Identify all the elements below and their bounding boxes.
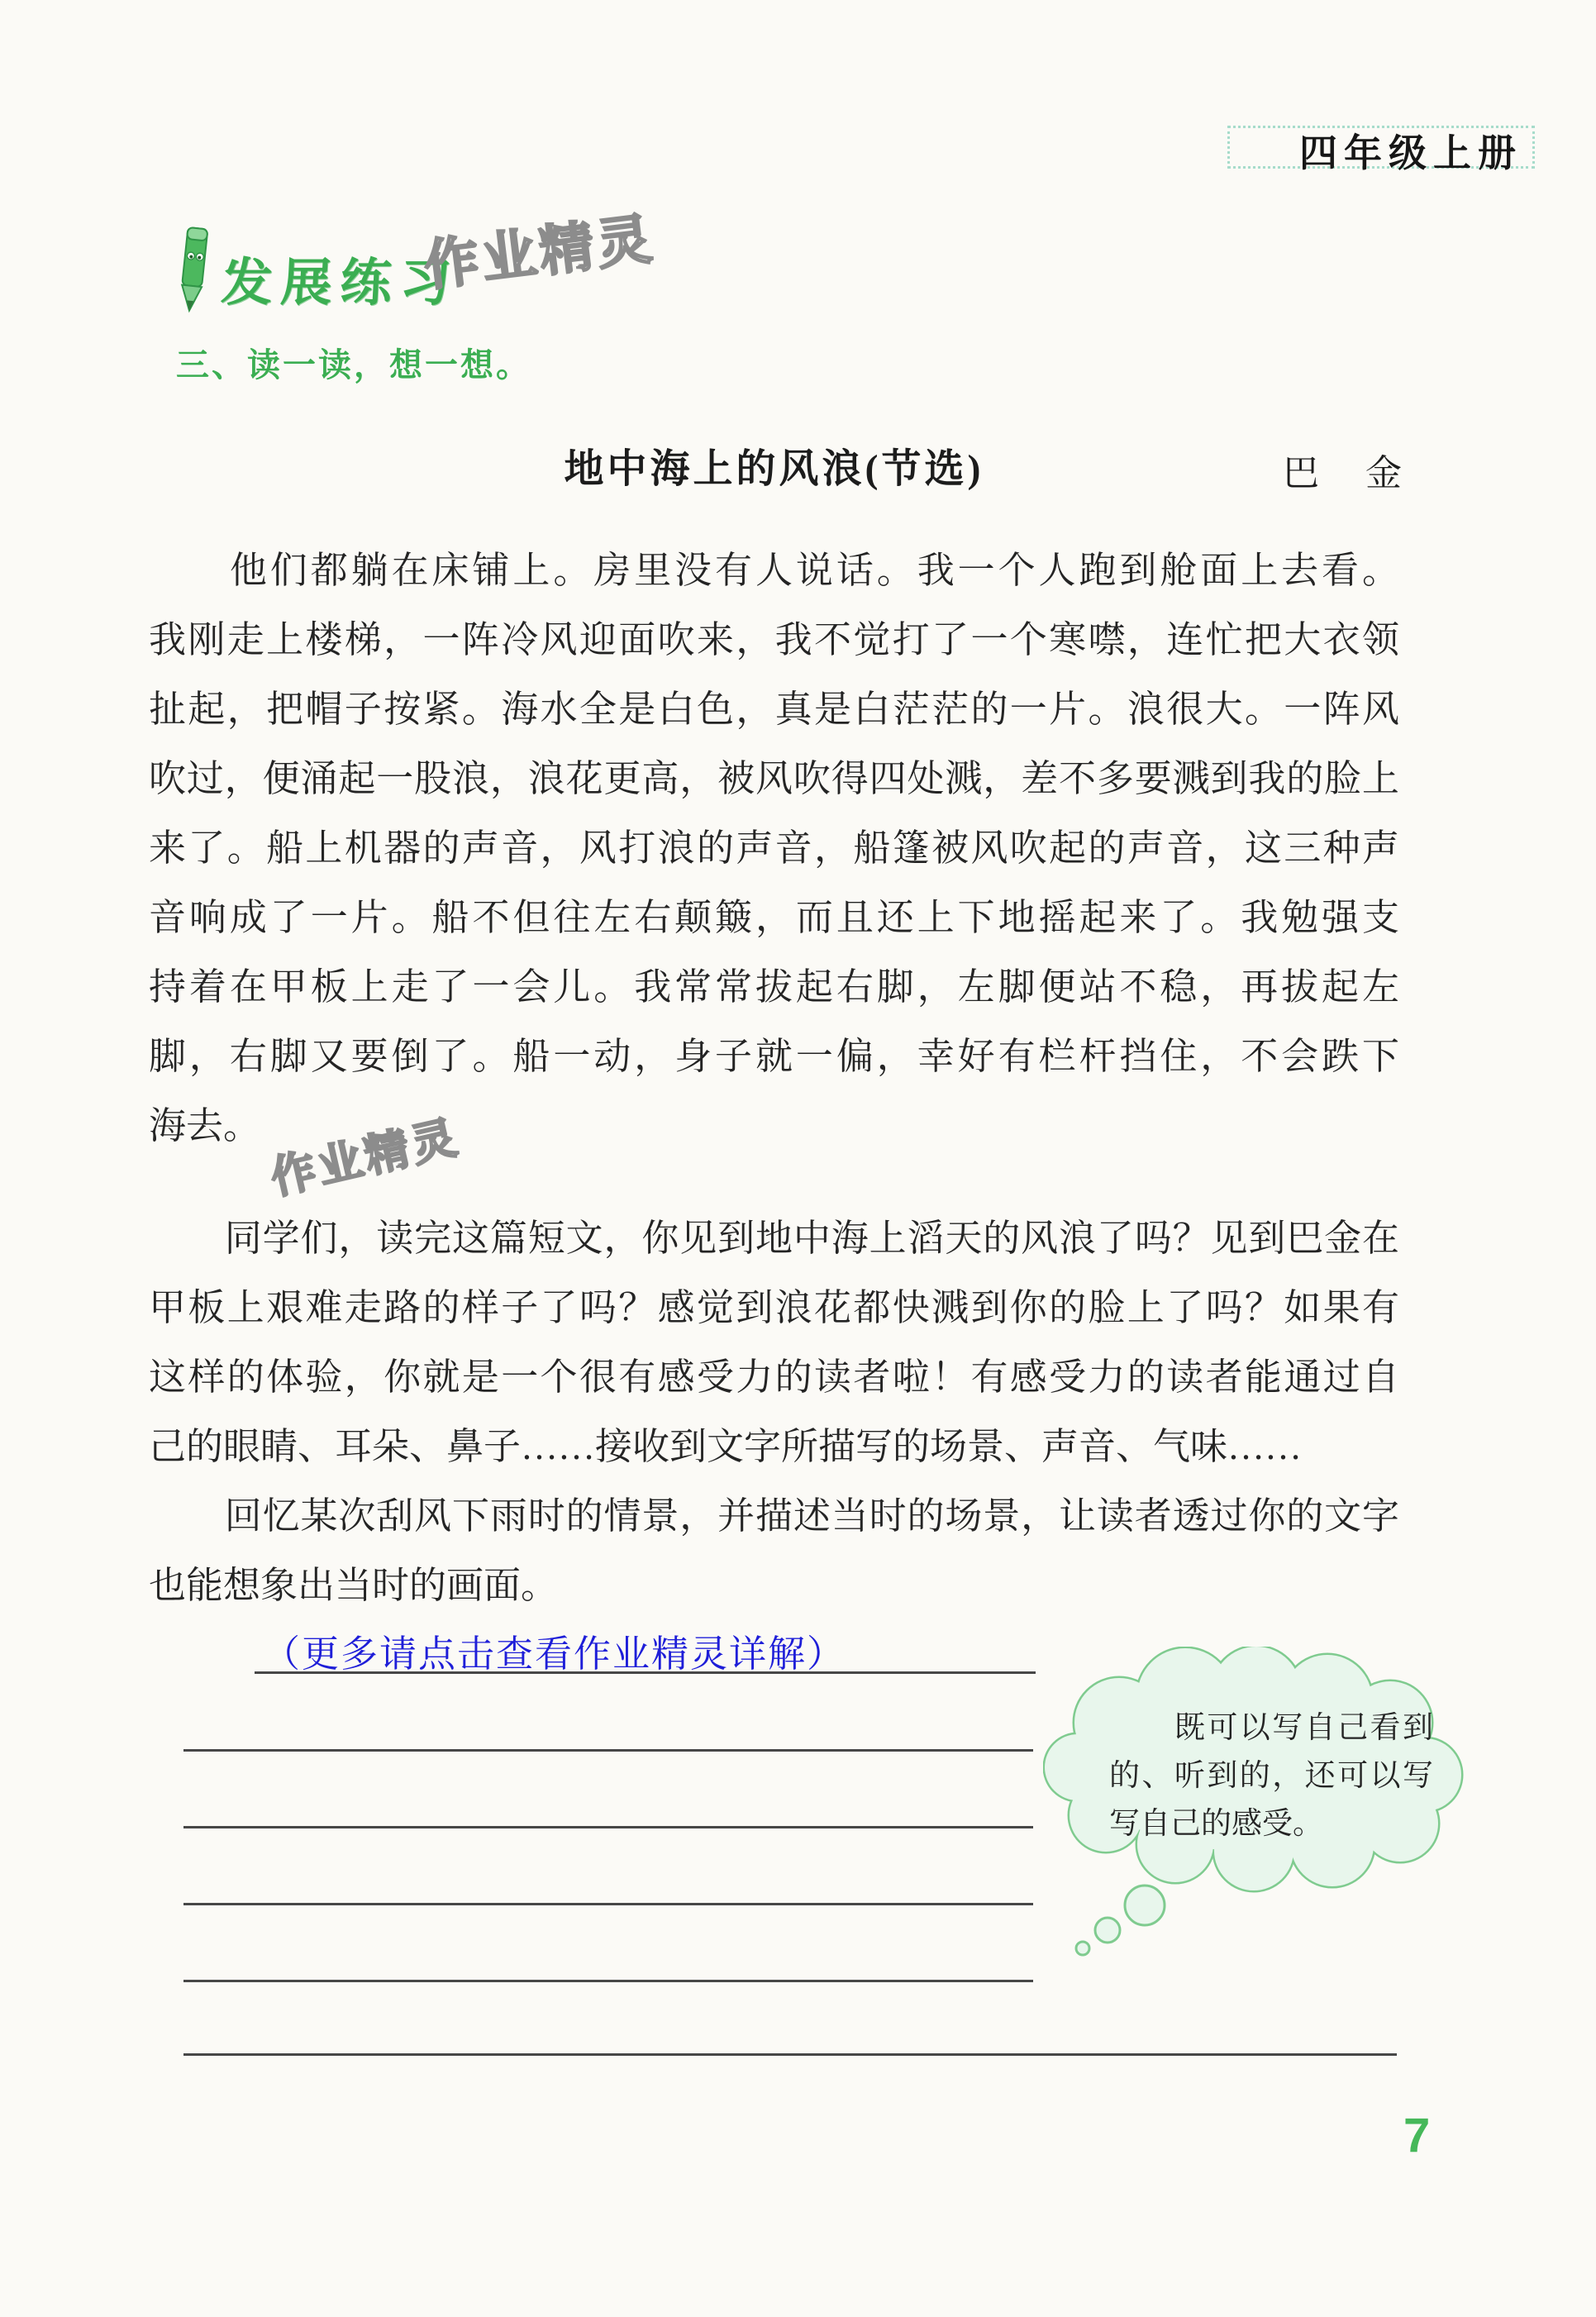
answer-line [255, 1671, 1036, 1674]
watermark-top: 作业精灵 [421, 207, 659, 297]
edition-label: 四年级上册 [1299, 131, 1522, 174]
text-line: 持着在甲板上走了一会儿。我常常拔起右脚，左脚便站不稳，再拔起左 [149, 966, 1399, 1008]
text-line: 甲板上艰难走路的样子了吗？感觉到浪花都快溅到你的脸上了吗？如果有 [149, 1287, 1399, 1328]
text-line: 我刚走上楼梯，一阵冷风迎面吹来，我不觉打了一个寒噤，连忙把大衣领 [149, 619, 1399, 660]
article-title: 地中海上的风浪(节选) [564, 447, 984, 491]
edition-label-box [1227, 126, 1535, 174]
text-line: 音响成了一片。船不但往左右颠簸，而且还上下地摇起来了。我勉强支 [149, 897, 1399, 938]
answer-line [183, 2053, 1397, 2056]
detail-hint-link[interactable]: （更多请点击查看作业精灵详解） [263, 1633, 846, 1675]
watermark-middle: 作业精灵 [266, 1112, 465, 1204]
text-line: 这样的体验，你就是一个很有感受力的读者啦！有感受力的读者能通过自 [149, 1356, 1399, 1398]
task-paragraph [149, 1481, 1399, 1620]
article-author: 巴 金 [1283, 453, 1407, 493]
text-line: 回忆某次刮风下雨时的情景，并描述当时的场景，让读者透过你的文字 [149, 1495, 1399, 1537]
text-line: 来了。船上机器的声音，风打浪的声音，船篷被风吹起的声音，这三种声 [149, 827, 1399, 869]
answer-line [183, 1826, 1033, 1828]
answer-line [183, 1980, 1033, 1982]
text-line: 脚，右脚又要倒了。船一动，身子就一偏，幸好有栏杆挡住，不会跌下 [149, 1036, 1399, 1077]
commentary-paragraph [149, 1204, 1399, 1481]
pencil-icon [172, 225, 215, 317]
text-line: 写自己的感受。 [1109, 1807, 1323, 1841]
text-line: 的、听到的，还可以写 [1109, 1759, 1433, 1793]
text-line: 同学们，读完这篇短文，你见到地中海上滔天的风浪了吗？见到巴金在 [149, 1218, 1399, 1259]
text-line: 扯起，把帽子按紧。海水全是白色，真是白茫茫的一片。浪很大。一阵风 [149, 689, 1399, 730]
exercise-heading: 三、读一读，想一想。 [176, 347, 531, 384]
thought-bubble-trail [1076, 1886, 1165, 1955]
text-line: 既可以写自己看到 [1109, 1711, 1433, 1745]
exercise-section-title: 发展练习 [219, 255, 461, 312]
text-line: 也能想象出当时的画面。 [149, 1565, 559, 1606]
article-paragraph-1 [149, 536, 1399, 1161]
answer-line [183, 1903, 1033, 1905]
text-line: 吹过，便涌起一股浪，浪花更高，被风吹得四处溅，差不多要溅到我的脸上 [149, 758, 1399, 799]
cloud-tip-text [1109, 1704, 1433, 1848]
page-number: 7 [1403, 2109, 1431, 2162]
text-line: 己的眼睛、耳朵、鼻子……接收到文字所描写的场景、声音、气味…… [149, 1426, 1303, 1467]
answer-line [183, 1749, 1033, 1752]
text-line: 海去。 [149, 1105, 261, 1147]
text-line: 他们都躺在床铺上。房里没有人说话。我一个人跑到舱面上去看。 [149, 550, 1399, 591]
